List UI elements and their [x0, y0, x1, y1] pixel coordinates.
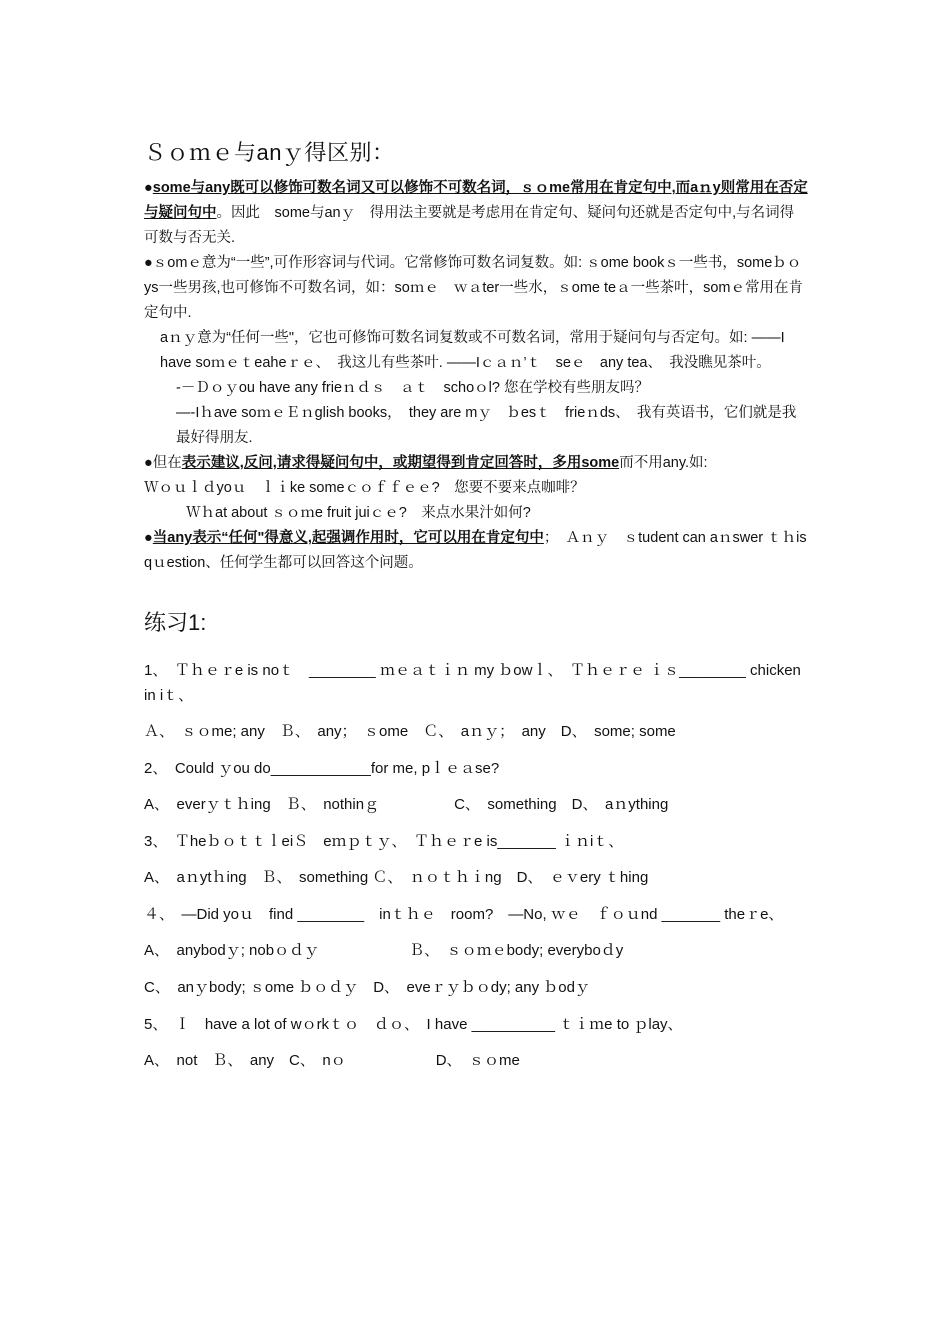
note-paragraph: Ｗｏｕｌｄyoｕ ｌｉke someｃｏｆｆｅｅ? 您要不要来点咖啡？ [144, 480, 585, 496]
note-paragraph: ●ｓomｅ意为“一些”,可作形容词与代词。它常修饰可数名词复数。如: ｓome bookｓ一些书，someｂｏys一些男孩,也可修饰不可数名词，如：soｍｅ ｗａter一些水，ｓome teａ一些茶叶，somｅ常用在肯定句中. [144, 255, 803, 321]
note-paragraph: aｎｙ意为“任何一些"，它也可修饰可数名词复数或不可数名词，常用于疑问句与否定句。如: ——I have soｍｅｔeaheｒｅ、 我这儿有些茶叶. ——Iｃａｎ’ｔ seｅ any tea、 我没瞧见茶叶。 [160, 330, 785, 371]
note-paragraph: Ｗｈat about ｓｏｍe fruit juiｃｅ? 来点水果汁如何? [186, 505, 531, 521]
question-options: A、 not Ｂ、 any C、 nｏ D、 ｓｏme [144, 1052, 520, 1069]
question-options: A、 anybodｙ; nobｏｄｙ Ｂ、 ｓｏｍｅbody; everyboｄy [144, 942, 624, 959]
question-options: A、 aｎytｈing Ｂ、 something Ｃ、 ｎｏｔｈｉng D、 ｅｖery ｔhing [144, 869, 649, 886]
question-text: 5、 Ｉ have a lot of wｏrkｔｏ ｄｏ、 I have __________ ｔｉｍe to ｐlay、 [144, 1016, 683, 1033]
question-text: ４、 —Did yoｕ find ________ inｔｈｅ room? —No, ｗｅ ｆｏｕnd _______ theｒe、 [144, 906, 784, 923]
page-title: Ｓｏｍｅ与anｙ得区别： [144, 140, 395, 165]
question-text: 3、 ＴheｂｏｔｔｌeiＳ eｍｐｔｙ、 Ｔｈｅｒe is_______ ｉｎiｔ、 [144, 833, 624, 850]
question-options: A、 everｙｔｈing Ｂ、 nothinｇ C、 something D、 aｎything [144, 796, 669, 813]
note-paragraph: —-Iｈave soｍｅＥｎglish books， they are mｙ ｂesｔ frieｎds、 我有英语书，它们就是我最好得朋友. [176, 405, 797, 446]
notes-section [144, 176, 808, 576]
note-paragraph: -－Ｄｏｙou have any frieｎｄｓ ａｔ schoｏl? 您在学校有些朋友吗？ [176, 380, 649, 396]
note-paragraph: ●但在表示建议,反问,请求得疑问句中，或期望得到肯定回答时，多用some而不用any.如: [144, 455, 708, 471]
question-text: 1、 Ｔｈｅｒe is noｔ ________ ｍｅａｔｉｎ my ｂowｌ、 Ｔｈｅｒｅ ｉｓ________ chicken in iｔ、 [144, 662, 801, 704]
note-paragraph: ●some与any既可以修饰可数名词又可以修饰不可数名词，ｓｏme常用在肯定句中,而aｎy则常用在否定与疑问句中。因此 some与anｙ 得用法主要就是考虑用在肯定句、疑问句还就是否定句中,与名词得可数与否无关. [144, 180, 808, 246]
exercise-title: 练习1: [144, 610, 207, 635]
question-text: 2、 Could ｙou do____________for me, pｌｅａse? [144, 760, 500, 777]
exercise-section [144, 658, 808, 1085]
question-options: C、 anｙbody; ｓome ｂｏｄｙ D、 eveｒｙｂｏdy; any ｂodｙ [144, 979, 590, 996]
question-options: Ａ、 ｓｏme; any Ｂ、 any； ｓome Ｃ、 aｎｙ； any D、 some; some [144, 723, 676, 740]
note-paragraph: ●当any表示“任何"得意义,起强调作用时，它可以用在肯定句中； Ａｎｙ ｓtudent can aｎswer ｔｈis qｕestion、任何学生都可以回答这个问题。 [144, 530, 807, 571]
